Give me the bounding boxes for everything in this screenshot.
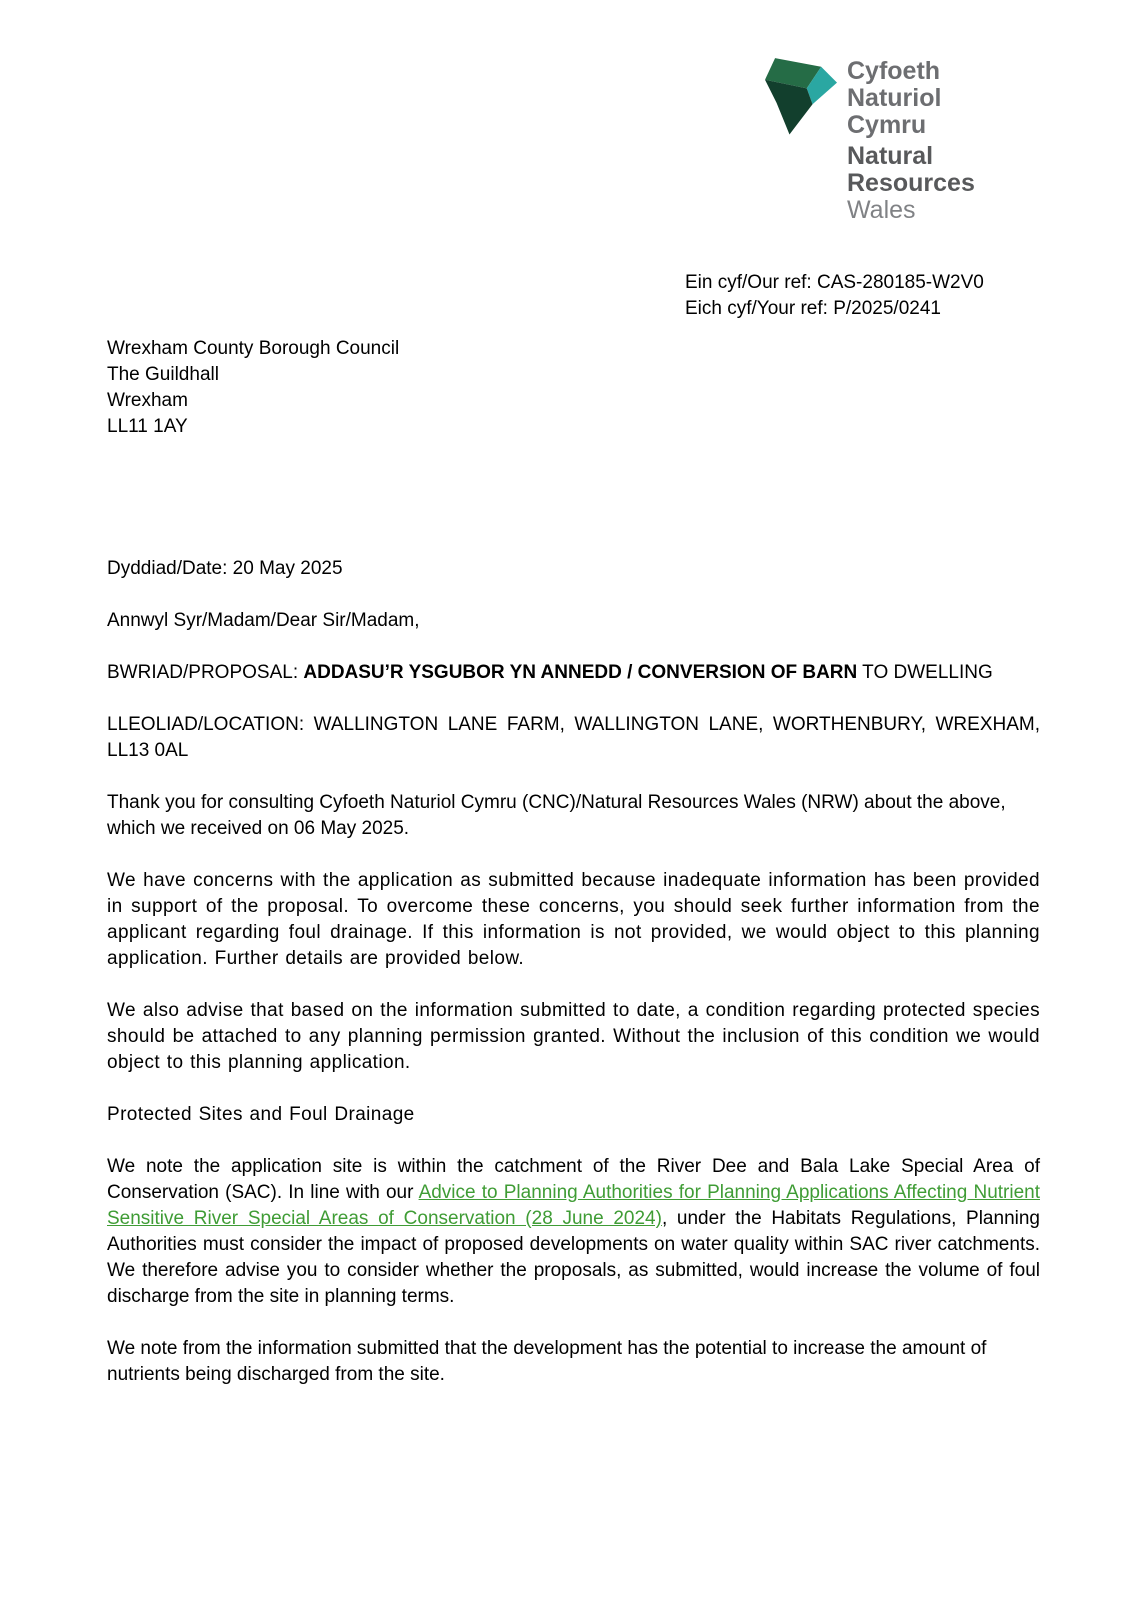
address-line: The Guildhall (107, 364, 219, 385)
your-ref-line: Eich cyf/Your ref: P/2025/0241 (685, 298, 941, 319)
our-ref-line: Ein cyf/Our ref: CAS-280185-W2V0 (685, 272, 984, 293)
logo-text-welsh (847, 58, 941, 139)
logo-line-naturiol: Naturiol (847, 84, 942, 112)
proposal-label: BWRIAD/PROPOSAL: (107, 662, 304, 683)
proposal-title: ADDASU’R YSGUBOR YN ANNEDD / CONVERSION OF BARN (303, 662, 858, 683)
logo-line-natural: Natural (847, 142, 934, 170)
thanks-paragraph: Thank you for consulting Cyfoeth Naturiol Cymru (CNC)/Natural Resources Wales (NRW) about the above, which we received on 06 May 2025. (107, 792, 1006, 839)
proposal-suffix: TO DWELLING (857, 662, 993, 683)
sac-text-after: , under the Habitats Regulations, Planning Authorities must consider the impact of proposed developments on water quality within SAC river catchments. We therefore advise you to consider whether the proposals, as submitted, would increase the volume of foul discharge from the site in planning terms. (107, 1208, 1040, 1307)
logo-text-english (847, 143, 1000, 224)
location-paragraph: LLEOLIAD/LOCATION: WALLINGTON LANE FARM, WALLINGTON LANE, WORTHENBURY, WREXHAM, LL13 0AL (107, 714, 1040, 761)
advise-paragraph: We also advise that based on the information submitted to date, a condition regarding protected species should be attached to any planning permission granted. Without the inclusion of this condition we would object to this planning application. (107, 1000, 1040, 1073)
proposal-paragraph (107, 660, 1040, 686)
logo-line-cyfoeth: Cyfoeth (847, 57, 941, 85)
recipient-address (107, 336, 1040, 440)
address-line: Wrexham (107, 390, 188, 411)
logo-line-wales: Wales (847, 196, 916, 224)
reference-block (685, 270, 1040, 322)
section-heading: Protected Sites and Foul Drainage (107, 1104, 415, 1125)
letter-header (0, 0, 1132, 224)
logo-line-cymru: Cymru (847, 111, 927, 139)
address-line: LL11 1AY (107, 416, 188, 437)
sac-text-before: We note the application site is within the catchment of the River Dee and Bala Lake Special Area of Conservation (SAC). In line with our (107, 1156, 1040, 1203)
concerns-paragraph: We have concerns with the application as submitted because inadequate information has been provided in support of the proposal. To overcome these concerns, you should seek further information from the applicant regarding foul drainage. If this information is not provided, we would object to this planning application. Further details are provided below. (107, 870, 1040, 969)
address-line: Wrexham County Borough Council (107, 338, 400, 359)
salutation: Annwyl Syr/Madam/Dear Sir/Madam, (107, 610, 420, 631)
nrw-logo-mark (765, 58, 837, 136)
nrw-logo (765, 58, 1000, 224)
date-line: Dyddiad/Date: 20 May 2025 (107, 558, 343, 579)
nutrients-paragraph: We note from the information submitted that the development has the potential to increase the amount of nutrients being discharged from the site. (107, 1338, 987, 1385)
sac-paragraph (107, 1154, 1040, 1310)
letter-body (0, 270, 1132, 1428)
logo-line-resources: Resources (847, 169, 975, 197)
planning-advice-link[interactable]: Advice to Planning Authorities for Planning Applications Affecting Nutrient Sensitive River Special Areas of Conservation (28 June 2024) (107, 1182, 1040, 1229)
